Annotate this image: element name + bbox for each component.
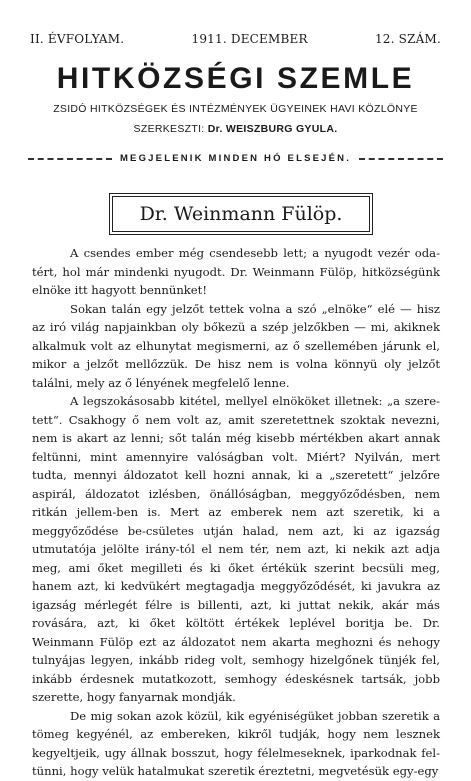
dashed-rule-right [359, 158, 443, 160]
frequency-text: MEGJELENIK MINDEN HÓ ELSEJÉN. [119, 153, 352, 164]
paragraph-4: De mig sokan azok közül, kik egyéniségüket jobban szeretik a tömeg kegyénél, az embereken, kikről tudják, hogy nem lesznek kegyeltjeik, ugy állnak bosszut, hogy félelmeseknek, iparkodnak fel-tünni, hogy velük hatalmukat szeretik éreztetni, megvetésük egy-egy [32, 708, 440, 778]
paragraph-3: A legszokásosabb kitétel, mellyel elnököket illetnek: „a szere-tett“. Csakhogy ő nem volt az, amit szeretettnek szoktak nevezni, nem is akart az lenni; sőt talán még kisebb mértékben akart annak feltünni, mint amennyire valóságban volt. Miért? Nyilván, mert tudta, mennyi áldozatot kell hozni annak, ki a „szeretett“ jelzőre aspirál, áldozatot izlésben, önállóságban, meggyőződésben, nem ritkán jellem-ben is. Mert az emberek nem azt szeretik, ki a meggyőződése be-csületes utján halad, nem azt, ki az igazság utmutatója jelölte irány-tól el nem tér, nem azt, ki nekik azt adja meg, ami őket megilleti és ki őket értékük szerint becsüli meg, hanem azt, ki kedvükért megtagadja meggyőződését, ki javukra az igazság mérlegét félre is billenti, azt, ki juttat nekik, akár más rovására, azt, ki őket költött értékek leplével boritja be. Dr. Weinmann Fülöp ezt az áldozatot nem akarta meghozni és nehogy tulnyájas legyen, inkább rideg volt, semhogy hizelgőnek tünjék fel, inkább érdesnek mutatkozott, semhogy édeskésnek tartsák, jobb szerette, hogy fanyarnak mondják. [32, 394, 440, 704]
article-body [32, 244, 440, 781]
paragraph-2: Sokan talán egy jelzőt tettek volna a szó „elnöke“ elé — hisz az iró világ napjainkban oly bőkezü a szép jelzőkben — mi, akiknek alkalmuk volt az elhunytat megismerni, az ő szellemében járunk el, mikor a jelzőt mellőzzük. De hisz nem is volna könnyü oly jelzőt találni, mely az ő lényének megfelelő lenne. [32, 301, 440, 390]
article-title: Dr. Weinmann Fülöp. [112, 196, 370, 232]
volume-label: II. ÉVFOLYAM. [30, 32, 125, 46]
masthead-title: HITKÖZSÉGI SZEMLE [56, 62, 415, 95]
masthead-subtitle: ZSIDÓ HITKÖZSÉGEK ÉS INTÉZMÉNYEK ÜGYEINEK HAVI KÖZLÖNYE [53, 103, 418, 115]
editor-label: SZERKESZTI: [133, 123, 205, 135]
issue-header [30, 32, 441, 46]
issue-date: 1911. DECEMBER [191, 32, 308, 46]
dashed-rule-left [28, 158, 112, 160]
publication-frequency [28, 153, 443, 164]
editor-line [0, 123, 471, 135]
editor-name: Dr. WEISZBURG GYULA. [207, 123, 338, 135]
paragraph-1: A csendes ember még csendesebb lett; a nyugodt vezér oda-tért, hol már mindenki nyugodt. Dr. Weinmann Fülöp, hitközségünk elnöke itt hagyott bennünket! [32, 246, 440, 297]
issue-number: 12. SZÁM. [374, 32, 441, 46]
